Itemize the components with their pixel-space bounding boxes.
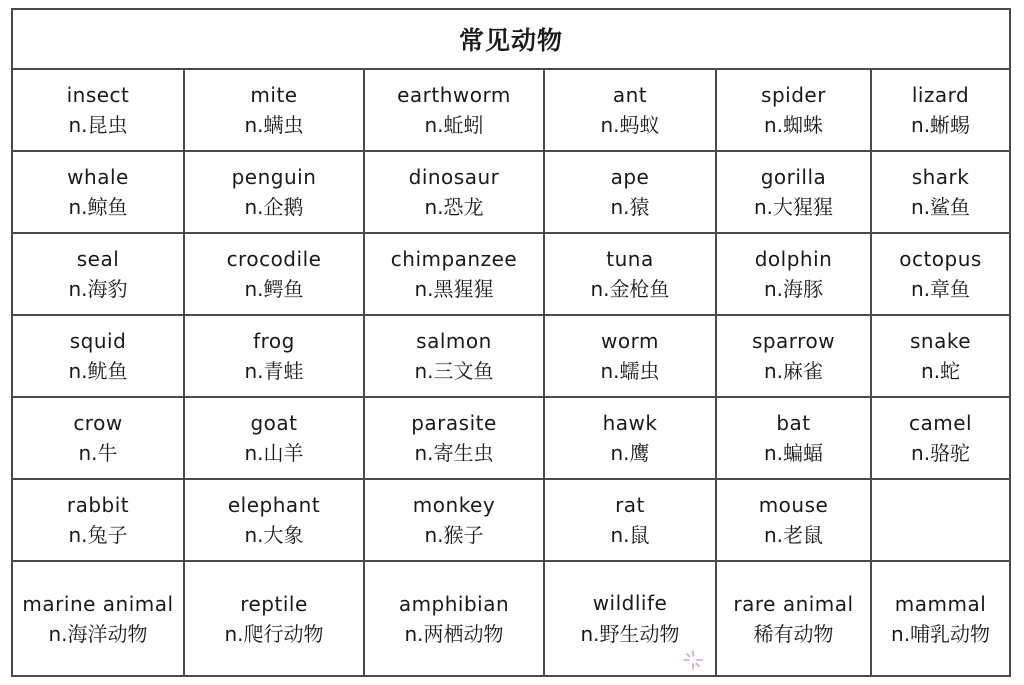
vocab-cell: [716, 151, 871, 233]
chinese-meaning: n.蠕虫: [600, 359, 660, 383]
chinese-meaning: n.青蛙: [244, 359, 304, 383]
vocab-cell: [871, 561, 1010, 676]
english-word: camel: [908, 411, 973, 435]
english-word: parasite: [411, 411, 497, 435]
chinese-meaning: n.猴子: [424, 523, 484, 547]
chinese-meaning: n.老鼠: [763, 523, 824, 547]
chinese-meaning: n.鳄鱼: [244, 277, 304, 301]
english-word: elephant: [227, 493, 321, 517]
chinese-meaning: n.恐龙: [424, 195, 484, 219]
vocab-cell: [12, 69, 184, 151]
chinese-meaning: n.黑猩猩: [414, 277, 494, 301]
chinese-meaning: n.哺乳动物: [891, 621, 991, 646]
chinese-meaning: n.鼠: [610, 523, 650, 547]
chinese-meaning: n.大猩猩: [753, 195, 834, 219]
english-word: ant: [612, 83, 648, 107]
vocab-cell: [364, 561, 544, 676]
english-word: rare animal: [733, 591, 854, 616]
table-title: 常见动物: [12, 9, 1010, 69]
chinese-meaning: n.章鱼: [911, 277, 971, 301]
chinese-meaning: n.昆虫: [68, 113, 128, 137]
english-word: penguin: [231, 165, 317, 189]
english-word: whale: [67, 165, 129, 189]
english-word: sparrow: [751, 329, 836, 353]
vocab-cell: [12, 479, 184, 561]
vocab-cell: [871, 151, 1010, 233]
vocab-cell: [364, 315, 544, 397]
english-word: octopus: [899, 247, 982, 271]
english-word: lizard: [911, 83, 970, 107]
vocab-cell: [716, 315, 871, 397]
table-row: [12, 397, 1010, 479]
vocab-cell: [364, 69, 544, 151]
english-word: crocodile: [226, 247, 322, 271]
vocab-cell: [716, 233, 871, 315]
english-word: reptile: [240, 591, 308, 616]
table-row: [12, 151, 1010, 233]
vocab-cell: [544, 69, 716, 151]
vocab-cell: [12, 233, 184, 315]
empty-cell: [871, 479, 1010, 561]
chinese-meaning: n.大象: [244, 523, 304, 547]
vocabulary-table: [11, 8, 1011, 677]
english-word: dinosaur: [408, 165, 500, 189]
chinese-meaning: n.企鹅: [244, 195, 304, 219]
vocab-cell: [544, 151, 716, 233]
vocab-cell: [364, 233, 544, 315]
english-word: spider: [761, 83, 826, 107]
vocab-cell: [364, 397, 544, 479]
vocab-cell: [364, 479, 544, 561]
sparkle-decoration-icon: [683, 650, 703, 670]
chinese-meaning: n.鲨鱼: [911, 195, 971, 219]
chinese-meaning: n.牛: [78, 441, 118, 465]
vocab-cell: [716, 69, 871, 151]
vocab-cell: [184, 233, 364, 315]
vocab-cell: [544, 397, 716, 479]
english-word: frog: [253, 329, 295, 353]
english-word: snake: [910, 329, 972, 353]
table-row: [12, 233, 1010, 315]
chinese-meaning: n.猿: [610, 195, 650, 219]
table-row: [12, 479, 1010, 561]
vocab-cell: [12, 315, 184, 397]
english-word: monkey: [412, 493, 496, 517]
english-word: salmon: [416, 329, 492, 353]
chinese-meaning: n.蜥蜴: [911, 113, 971, 137]
english-word: hawk: [602, 411, 658, 435]
english-word: rabbit: [66, 493, 130, 517]
english-word: dolphin: [754, 247, 833, 271]
chinese-meaning: n.海洋动物: [48, 621, 148, 646]
chinese-meaning: 稀有动物: [753, 621, 834, 646]
english-word: mite: [250, 83, 298, 107]
vocab-cell: [871, 69, 1010, 151]
chinese-meaning: n.三文鱼: [414, 359, 494, 383]
english-word: rat: [615, 493, 645, 517]
vocab-cell: [184, 479, 364, 561]
english-word: crow: [73, 411, 123, 435]
vocab-cell: [184, 315, 364, 397]
chinese-meaning: n.山羊: [244, 441, 304, 465]
english-word: worm: [601, 329, 659, 353]
vocab-cell: [184, 151, 364, 233]
vocab-cell: [184, 561, 364, 676]
chinese-meaning: n.两栖动物: [404, 621, 504, 646]
english-word: insect: [66, 83, 130, 107]
english-word: gorilla: [760, 165, 827, 189]
chinese-meaning: n.蛇: [921, 359, 961, 383]
vocab-cell: [544, 315, 716, 397]
table-row: [12, 69, 1010, 151]
vocab-cell: [544, 233, 716, 315]
table-row: [12, 315, 1010, 397]
vocab-cell: [716, 479, 871, 561]
vocab-cell: [871, 233, 1010, 315]
chinese-meaning: n.螨虫: [244, 113, 304, 137]
chinese-meaning: n.骆驼: [911, 441, 971, 465]
chinese-meaning: n.鹰: [610, 441, 650, 465]
english-word: chimpanzee: [390, 247, 518, 271]
english-word: marine animal: [22, 591, 174, 616]
vocab-cell: [871, 397, 1010, 479]
vocab-cell: [184, 397, 364, 479]
english-word: amphibian: [398, 591, 510, 616]
english-word: goat: [250, 411, 298, 435]
vocab-cell: [716, 397, 871, 479]
chinese-meaning: n.海豚: [763, 277, 824, 301]
chinese-meaning: n.鱿鱼: [68, 359, 128, 383]
chinese-meaning: n.蚂蚁: [600, 113, 660, 137]
english-word: seal: [76, 247, 120, 271]
english-word: wildlife: [592, 590, 668, 615]
english-word: earthworm: [397, 83, 511, 107]
vocab-cell: [871, 315, 1010, 397]
chinese-meaning: n.金枪鱼: [590, 277, 670, 301]
vocab-cell: [12, 151, 184, 233]
english-word: shark: [911, 165, 970, 189]
vocab-cell: [184, 69, 364, 151]
chinese-meaning: n.海豹: [68, 277, 128, 301]
vocab-cell: [12, 561, 184, 676]
vocab-cell: [716, 561, 871, 676]
chinese-meaning: n.蜘蛛: [763, 113, 824, 137]
english-word: squid: [69, 329, 127, 353]
chinese-meaning: n.兔子: [68, 523, 128, 547]
chinese-meaning: n.鲸鱼: [68, 195, 128, 219]
english-word: ape: [610, 165, 650, 189]
vocab-cell: [12, 397, 184, 479]
english-word: tuna: [606, 247, 654, 271]
chinese-meaning: n.蚯蚓: [424, 113, 484, 137]
english-word: bat: [776, 411, 811, 435]
chinese-meaning: n.麻雀: [763, 359, 824, 383]
chinese-meaning: n.爬行动物: [224, 621, 324, 646]
chinese-meaning: n.蝙蝠: [763, 441, 824, 465]
chinese-meaning: n.寄生虫: [414, 441, 494, 465]
english-word: mouse: [758, 493, 829, 517]
english-word: mammal: [894, 591, 987, 616]
vocab-cell: [544, 479, 716, 561]
table-row: [12, 561, 1010, 676]
chinese-meaning: n.野生动物: [580, 621, 680, 646]
vocab-cell: [364, 151, 544, 233]
